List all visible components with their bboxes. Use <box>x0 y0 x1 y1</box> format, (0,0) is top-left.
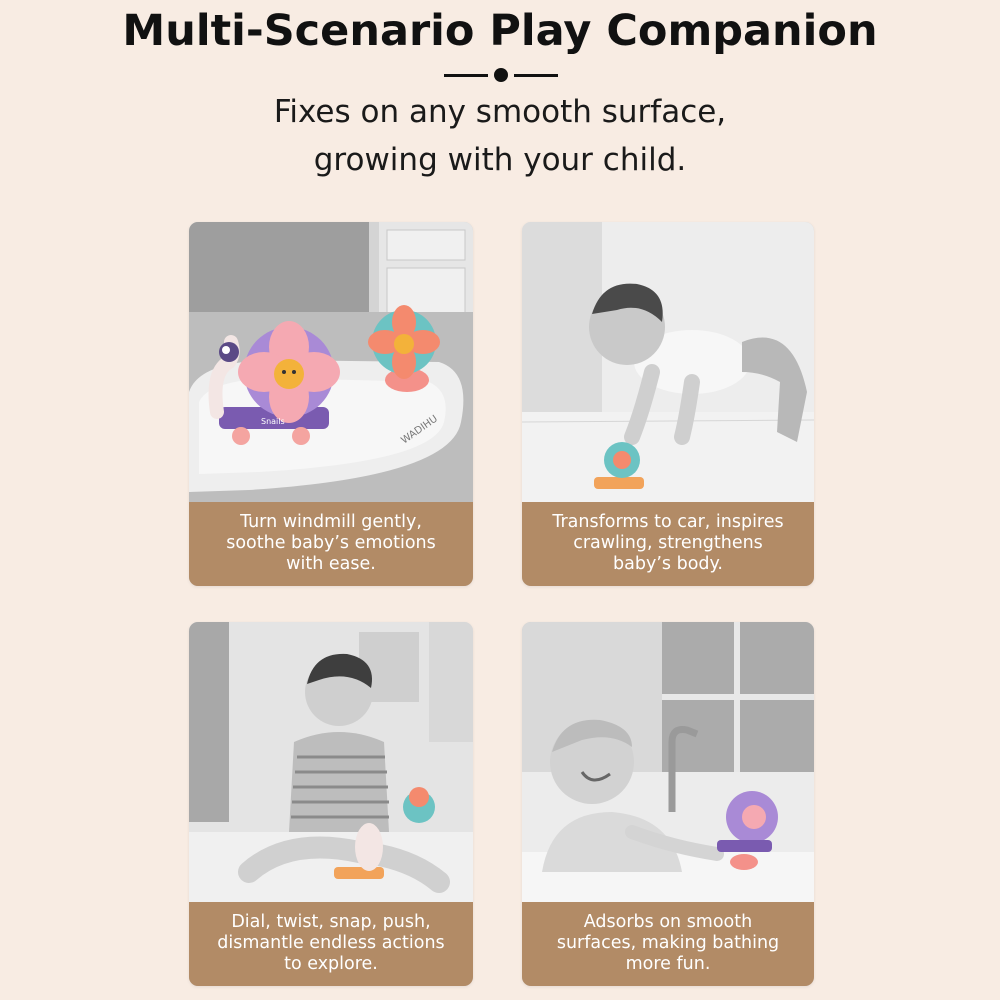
caption-line-1: Dial, twist, snap, push, <box>231 912 431 932</box>
caption-line-2: dismantle endless actions <box>217 933 445 953</box>
subtitle-line-2: growing with your child. <box>313 142 687 178</box>
card-caption <box>189 502 473 586</box>
tray-brand-text: WADIHU <box>399 413 440 447</box>
photo-high-chair-toys <box>189 222 473 502</box>
caption-line-1: Adsorbs on smooth <box>583 912 753 932</box>
caption-line-2: crawling, strengthens <box>573 533 763 553</box>
caption-line-3: baby’s body. <box>613 554 723 574</box>
scenario-card-bath <box>522 622 814 986</box>
scenario-card-crawling <box>522 222 814 586</box>
caption-line-2: surfaces, making bathing <box>556 933 780 953</box>
subtitle-line-1: Fixes on any smooth surface, <box>273 94 727 130</box>
card-caption <box>522 502 814 586</box>
scenario-card-high-chair <box>189 222 473 586</box>
divider-line-right <box>514 74 558 77</box>
divider-dot <box>494 68 508 82</box>
photo-toddler-playing <box>189 622 473 902</box>
card-caption <box>189 902 473 986</box>
caption-line-1: Transforms to car, inspires <box>552 512 784 532</box>
caption-line-3: with ease. <box>286 554 376 574</box>
page-title: Multi-Scenario Play Companion <box>122 6 878 56</box>
caption-line-3: more fun. <box>625 954 711 974</box>
caption-line-1: Turn windmill gently, <box>240 512 422 532</box>
caption-line-3: to explore. <box>284 954 378 974</box>
caption-line-2: soothe baby’s emotions <box>226 533 436 553</box>
divider-line-left <box>444 74 488 77</box>
toy-label-text: Snails <box>261 417 285 426</box>
title-divider <box>444 68 558 82</box>
card-caption <box>522 902 814 986</box>
subtitle <box>0 88 1000 184</box>
photo-baby-bathing <box>522 622 814 902</box>
scenario-card-floor-play <box>189 622 473 986</box>
photo-baby-crawling <box>522 222 814 502</box>
